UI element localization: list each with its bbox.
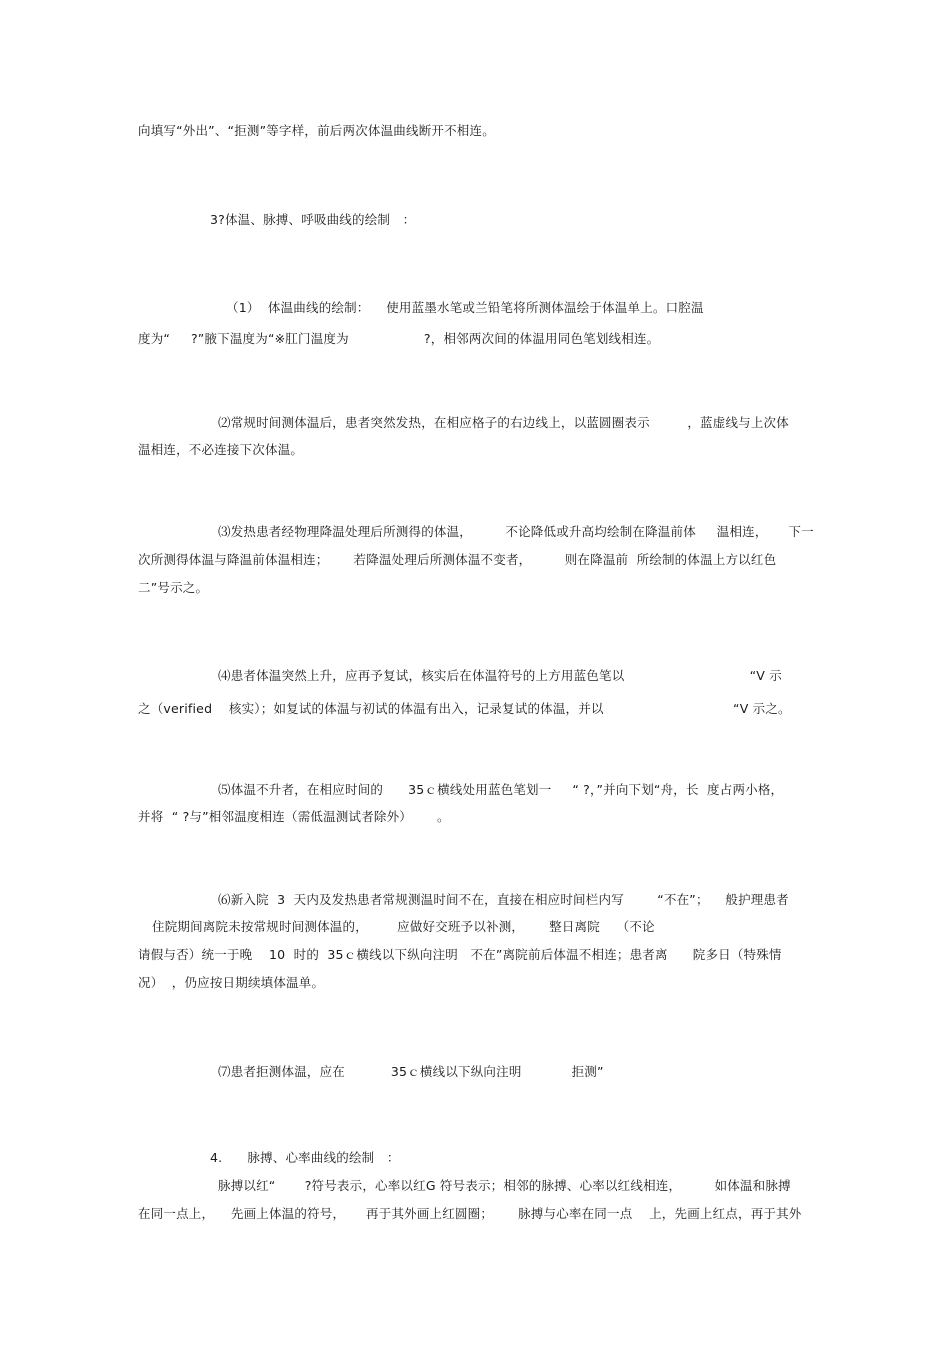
paragraph-line: 请假与否）统一于晚 10 时的 35ｃ横线以下纵向注明 不在”离院前后体温不相连；患者离 院多日（特殊情 bbox=[138, 947, 782, 962]
paragraph-line: ⑶发热患者经物理降温处理后所测得的体温， 不论降低或升高均绘制在降温前体 温相连， 下一 bbox=[218, 524, 814, 539]
paragraph-line: 度为“ ?”腋下温度为“※肛门温度为 ?，相邻两次间的体温用同色笔划线相连。 bbox=[138, 331, 660, 346]
paragraph-line: 并将 “ ?与”相邻温度相连（需低温测试者除外） 。 bbox=[138, 809, 450, 824]
section-heading-4: 4. 脉搏、心率曲线的绘制 ： bbox=[210, 1150, 400, 1165]
paragraph-line: ⑹新入院 3 天内及发热患者常规测温时间不在，直接在相应时间栏内写 “不在”； 般护理患者 bbox=[218, 892, 789, 907]
paragraph-line: ⑷患者体温突然上升，应再予复试，核实后在体温符号的上方用蓝色笔以 “V 示 bbox=[218, 668, 782, 683]
paragraph-line: 二”号示之。 bbox=[138, 580, 209, 595]
paragraph-line: 在同一点上， 先画上体温的符号， 再于其外画上红圆圈； 脉搏与心率在同一点 上，先画上红点，再于其外 bbox=[138, 1206, 802, 1221]
paragraph-line: ⑸体温不升者，在相应时间的 35ｃ横线处用蓝色笔划一 “ ?，”并向下划“舟，长 度占两小格， bbox=[218, 782, 784, 797]
paragraph-line: 次所测得体温与降温前体温相连； 若降温处理后所测体温不变者， 则在降温前 所绘制的体温上方以红色 bbox=[138, 552, 777, 567]
paragraph-line: （1） 体温曲线的绘制： 使用蓝墨水笔或兰铅笔将所测体温绘于体温单上。口腔温 bbox=[226, 300, 704, 315]
paragraph-line: 脉搏以红“ ?符号表示，心率以红G 符号表示；相邻的脉搏、心率以红线相连， 如体温和脉搏 bbox=[218, 1178, 791, 1193]
paragraph-line: 之（verified 核实）；如复试的体温与初试的体温有出入，记录复试的体温，并以 “V 示之。 bbox=[138, 701, 791, 716]
paragraph-line: 温相连，不必连接下次体温。 bbox=[138, 442, 304, 457]
paragraph-line: ⑺患者拒测体温，应在 35ｃ横线以下纵向注明 拒测” bbox=[218, 1064, 604, 1079]
paragraph-line: 向填写“外出”、“拒测”等字样，前后两次体温曲线断开不相连。 bbox=[138, 123, 495, 138]
paragraph-line: ⑵常规时间测体温后，患者突然发热，在相应格子的右边线上，以蓝圆圈表示 ，蓝虚线与上次体 bbox=[218, 415, 789, 430]
paragraph-line: 住院期间离院未按常规时间测体温的， 应做好交班予以补测， 整日离院 （不论 bbox=[152, 919, 655, 934]
paragraph-line: 况） ，仍应按日期续填体温单。 bbox=[138, 975, 325, 990]
section-heading-3: 3?体温、脉搏、呼吸曲线的绘制 ： bbox=[210, 212, 416, 227]
